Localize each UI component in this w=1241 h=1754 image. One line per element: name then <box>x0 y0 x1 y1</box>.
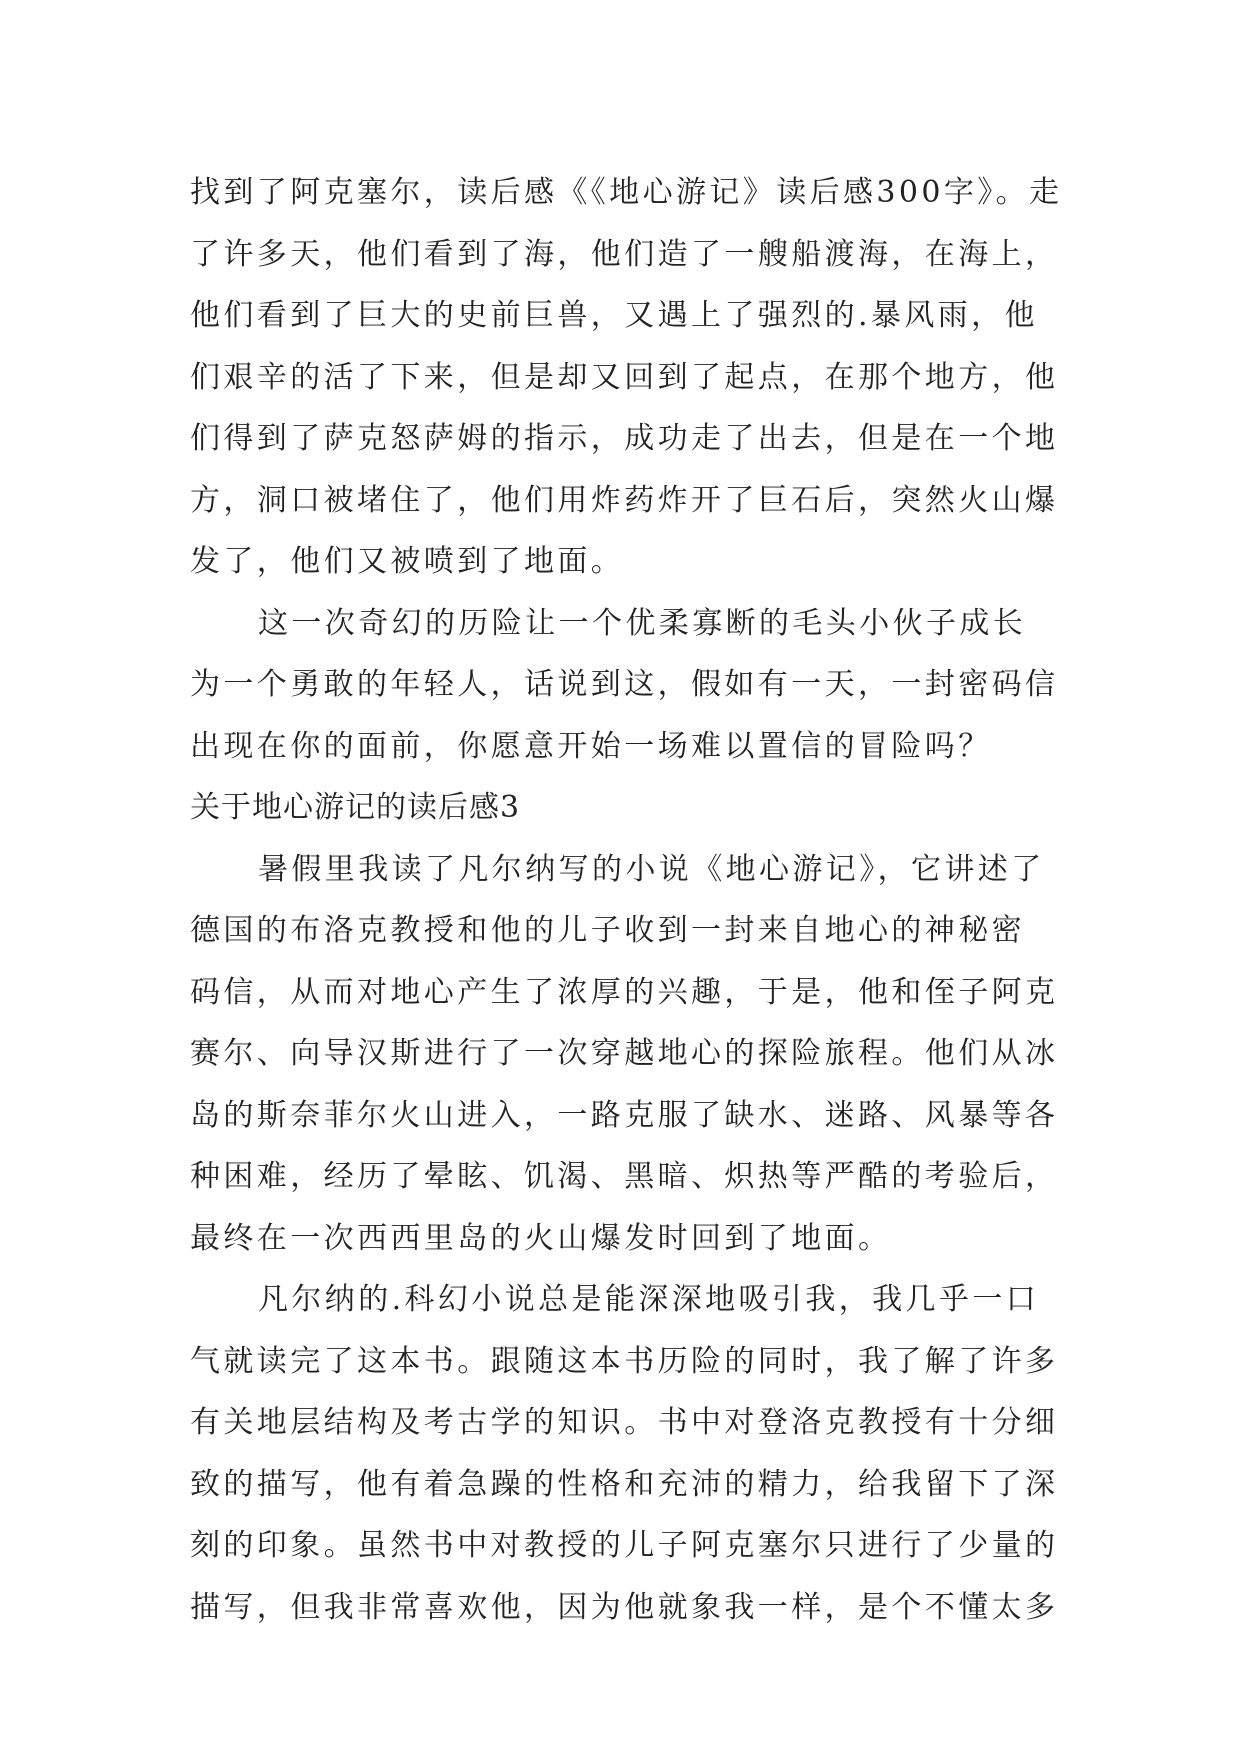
text-line: 描写，但我非常喜欢他，因为他就象我一样，是个不懂太多 <box>190 1589 1059 1625</box>
text-line: 们得到了萨克怒萨姆的指示，成功走了出去，但是在一个地 <box>190 421 1059 456</box>
text-line: 赛尔、向导汉斯进行了一次穿越地心的探险旅程。他们从冰 <box>190 1036 1059 1071</box>
text-line: 码信，从而对地心产生了浓厚的兴趣，于是，他和侄子阿克 <box>190 974 1059 1010</box>
text-line: 致的描写，他有着急躁的性格和充沛的精力，给我留下了深 <box>190 1466 1059 1502</box>
text-line: 他们看到了巨大的史前巨兽，又遇上了强烈的.暴风雨，他 <box>190 298 1038 333</box>
text-line: 方，洞口被堵住了，他们用炸药炸开了巨石后，突然火山爆 <box>190 482 1059 518</box>
document-body <box>190 162 1070 1638</box>
text-line: 找到了阿克塞尔，读后感《《地心游记》读后感300字》。走 <box>190 175 1063 210</box>
text-line: 们艰辛的活了下来，但是却又回到了起点，在那个地方，他 <box>190 359 1059 395</box>
text-line: 了许多天，他们看到了海，他们造了一艘船渡海，在海上， <box>190 236 1059 272</box>
text-line: 发了，他们又被喷到了地面。 <box>190 544 625 579</box>
paragraph-first-line: 这一次奇幻的历险让一个优柔寡断的毛头小伙子成长 <box>258 605 1027 641</box>
text-line: 德国的布洛克教授和他的儿子收到一封来自地心的神秘密 <box>190 913 1025 948</box>
text-line: 刻的印象。虽然书中对教授的儿子阿克塞尔只进行了少量的 <box>190 1528 1059 1563</box>
text-line: 气就读完了这本书。跟随这本书历险的同时，我了解了许多 <box>190 1343 1059 1379</box>
paragraph-first-line: 凡尔纳的.科幻小说总是能深深地吸引我，我几乎一口 <box>258 1282 1040 1317</box>
text-line: 种困难，经历了晕眩、饥渴、黑暗、炽热等严酷的考验后， <box>190 1159 1059 1194</box>
text-line: 岛的斯奈菲尔火山进入，一路克服了缺水、迷路、风暴等各 <box>190 1097 1059 1133</box>
text-line: 有关地层结构及考古学的知识。书中对登洛克教授有十分细 <box>190 1405 1059 1440</box>
paragraph-first-line: 暑假里我读了凡尔纳写的小说《地心游记》，它讲述了 <box>258 851 1045 887</box>
section-heading: 关于地心游记的读后感3 <box>190 790 521 825</box>
text-line: 为一个勇敢的年轻人，话说到这，假如有一天，一封密码信 <box>190 667 1059 702</box>
text-line: 最终在一次西西里岛的火山爆发时回到了地面。 <box>190 1220 892 1256</box>
text-line: 出现在你的面前，你愿意开始一场难以置信的冒险吗？ <box>190 728 992 764</box>
